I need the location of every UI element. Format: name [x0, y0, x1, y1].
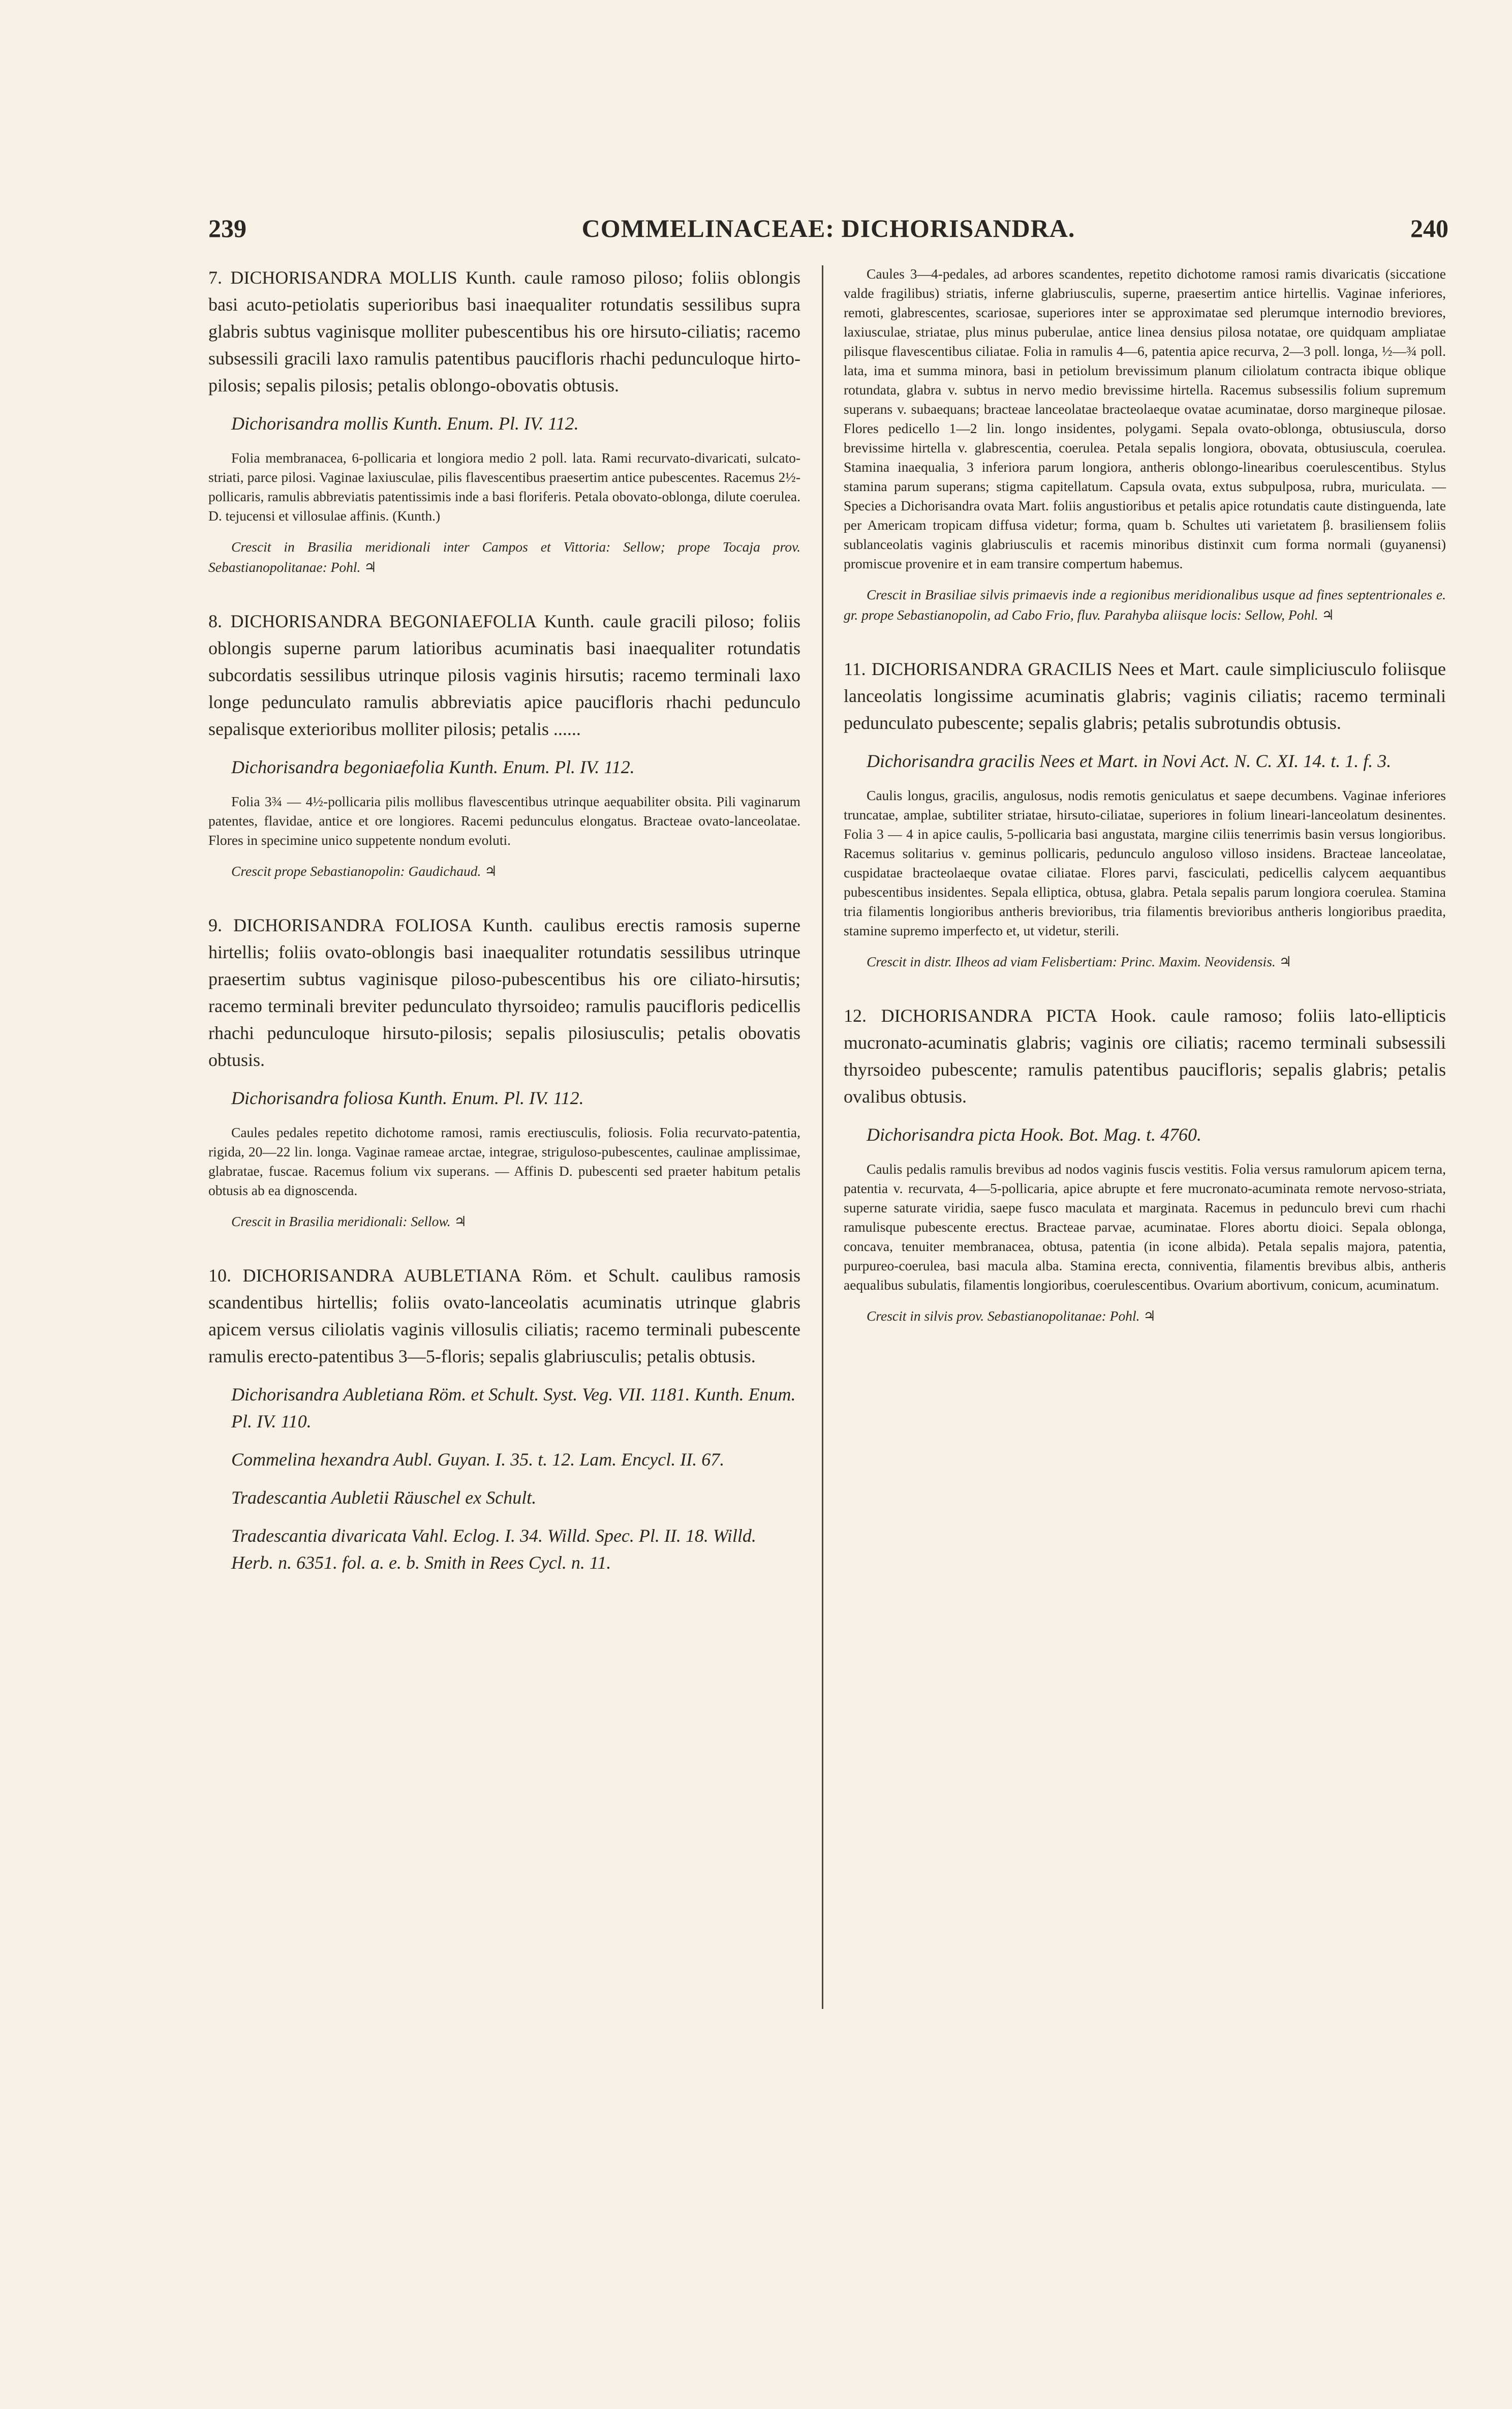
- species-9-locality: Crescit in Brasilia meridionali: Sellow. ♃: [231, 1213, 467, 1229]
- species-10-citation-3: Tradescantia Aubletii Räuschel ex Schult.: [231, 1487, 537, 1508]
- species-11-citation: Dichorisandra gracilis Nees et Mart. in Novi Act. N. C. XI. 14. t. 1. f. 3.: [867, 751, 1392, 771]
- species-8-description: Folia 3¾ — 4½-pollicaria pilis mollibus flavescentibus utrinque aequabiliter obsita. Pili vaginarum patentes, flavidae, antice et ore longiores. Racemi pedunculus elongatus. Bracteae ovato-lanceolatae. Flores in specimine unico suppetente nondum evoluti.: [208, 794, 800, 848]
- species-9-description: Caules pedales repetito dichotome ramosi, ramis erectiusculis, foliosis. Folia recurvato-patentia, rigida, 20—22 lin. longa. Vaginae rameae arctae, integrae, striguloso-pubescentes, caulinae amplissimae, glabratae, fuscae. Racemus folium vix superans. — Affinis D. pubescenti sed praeter habitum petalis obtusis ab ea dignoscenda.: [208, 1124, 800, 1198]
- species-9-diagnosis: 9. DICHORISANDRA FOLIOSA Kunth. caulibus erectis ramosis superne hirtellis; foliis ovato-oblongis basi inaequaliter rotundatis sessilibus utrinque praesertim subtus vaginisque piloso-pubescentibus his ore ciliato-hirsutis; racemo terminali breviter pedunculato thyrsoideo; ramulis paucifloris pedicellis rhachi pedunculoque hirsuto-pilosis; sepalis pilosiusculis; petalis obovatis obtusis.: [208, 915, 800, 1070]
- running-title: COMMELINACEAE: DICHORISANDRA.: [581, 214, 1075, 242]
- page-number-right: 240: [1410, 214, 1448, 242]
- column-divider: [822, 265, 823, 2009]
- species-10-locality: Crescit in Brasiliae silvis primaevis inde a regionibus meridionalibus usque ad fines septentrionales e. gr. prope Sebastianopolin, ad Cabo Frio, fluv. Parahyba aliisque locis: Sellow, Pohl. ♃: [844, 587, 1446, 623]
- species-12-citation: Dichorisandra picta Hook. Bot. Mag. t. 4760.: [867, 1124, 1201, 1145]
- species-7-diagnosis: 7. DICHORISANDRA MOLLIS Kunth. caule ramoso piloso; foliis oblongis basi acuto-petiolatis superioribus basi inaequaliter rotundatis sessilibus supra glabris subtus vaginisque molliter pubescentibus his ore hirsuto-ciliatis; racemo subsessili gracili laxo ramulis patentibus paucifloris rhachi pedunculoque hirto-pilosis; sepalis pilosis; petalis oblongo-obovatis obtusis.: [208, 267, 800, 395]
- species-8-locality: Crescit prope Sebastianopolin: Gaudichaud. ♃: [231, 863, 497, 879]
- species-11-diagnosis: 11. DICHORISANDRA GRACILIS Nees et Mart. caule simpliciusculo foliisque lanceolatis longissime acuminatis glabris; vaginis ciliatis; racemo terminali pedunculato pubescente; sepalis glabris; petalis subrotundis obtusis.: [844, 659, 1446, 733]
- species-7-citation: Dichorisandra mollis Kunth. Enum. Pl. IV. 112.: [231, 413, 579, 434]
- species-10-diagnosis: 10. DICHORISANDRA AUBLETIANA Röm. et Schult. caulibus ramosis scandentibus hirtellis; foliis ovato-lanceolatis acuminatis utrinque glabris apicem versus ciliolatis vaginis villosulis ciliatis; racemo terminali pubescente ramulis erecto-patentibus 3—5-floris; sepalis glabriusculis; petalis obtusis.: [208, 1265, 800, 1366]
- species-9-citation: Dichorisandra foliosa Kunth. Enum. Pl. IV. 112.: [231, 1088, 584, 1108]
- page-header: [208, 214, 1448, 249]
- species-8-citation: Dichorisandra begoniaefolia Kunth. Enum. Pl. IV. 112.: [231, 757, 635, 777]
- species-12-description: Caulis pedalis ramulis brevibus ad nodos vaginis fuscis vestitis. Folia versus ramulorum apicem terna, patentia v. recurvata, 4—5-pollicaria, apice abrupte et fere mucronato-acuminata remote nervoso-striata, superne saturate viridia, saepe fusco maculata et marginata. Racemus in pedunculo brevi cum rhachi ramulisque pubescente erectus. Bracteae parvae, acuminatae. Flores abortu dioici. Sepala oblonga, concava, tenuiter membranacea, obtusa, patentia (in icone albida). Petala sepalis majora, patentia, purpureo-coerulea, basi macula alba. Stamina erecta, conniventia, filamentis brevibus albis, antheris aequalibus subulatis, filamentis longioribus, coerulescentibus. Ovarium abortivum, conicum, acuminatum.: [844, 1161, 1446, 1293]
- left-column: [208, 264, 800, 1588]
- species-11-description: Caulis longus, gracilis, angulosus, nodis remotis geniculatus et saepe decumbens. Vaginae inferiores truncatae, amplae, subtiliter striatae, hirsuto-ciliatae, superiores in folium lineari-lanceolatum desinentes. Folia 3 — 4 in apice caulis, 5-pollicaria basi angustata, margine ciliis tenerrimis basin versus longioribus. Racemus solitarius v. geminus pollicaris, pedunculo anguloso villoso insidens. Bracteae lanceolatae, cuspidatae bracteolaeque ovatae ciliatae. Flores parvi, fasciculati, pedicellis calycem aequantibus pubescentibus insidentes. Sepala elliptica, obtusa, glabra. Petala sepalis parum longiora coerulea. Stamina tria filamentis longioribus antheris brevioribus, tria filamentis brevioribus antheris longioribus praedita, stamine supremo imperfecto et, ut videtur, sterili.: [844, 787, 1446, 938]
- species-10-citation-4: Tradescantia divaricata Vahl. Eclog. I. 34. Willd. Spec. Pl. II. 18. Willd. Herb. n. 6351. fol. a. e. b. Smith in Rees Cycl. n. 11.: [231, 1526, 756, 1573]
- species-12-diagnosis: 12. DICHORISANDRA PICTA Hook. caule ramoso; foliis lato-ellipticis mucronato-acuminatis glabris; vaginis ore ciliatis; racemo terminali subsessili thyrsoideo pubescente; ramulis patentibus paucifloris; sepalis glabris; petalis ovalibus obtusis.: [844, 1005, 1446, 1107]
- species-10-description: Caules 3—4-pedales, ad arbores scandentes, repetito dichotome ramosi ramis divaricatis (siccatione valde fragilibus) striatis, inferne glabriusculis, superne, praesertim antice hirtellis. Vaginae inferiores, remoti, glabrescentes, scariosae, superiores inter se approximatae sed plerumque internodio breviores, laxiusculae, striatae, plus minus puberulae, antice linea densius pilosa notatae, ore quidquam ampliatae pilisque flavescentibus ciliatae. Folia in ramulis 4—6, patentia apice recurva, 2—3 poll. longa, ½—¾ poll. lata, ima et summa minora, basi in petiolum brevissimum planum ciliolatum contracta ibique oblique rotundata, glabra v. subtus in nervo medio brevissime hirtella. Racemus subsessilis folium supremum superans v. subaequans; bracteae lanceolatae bracteolaeque ovatae acuminatae, dorso margineque pilosae. Flores pedicello 1—2 lin. longo insidentes, polygami. Sepala ovato-oblonga, obtusiuscula, dorso brevissime hirtella v. glabrescentia, coerulea. Petala sepalis longiora, obovata, obtusiuscula, coerulea. Stamina inaequalia, 3 inferiora parum longiora, antheris oblongo-linearibus coerulescentibus. Stylus stamina parum superans; stigma capitellatum. Capsula ovata, extus subpulposa, rubra, muriculata. — Species a Dichorisandra ovata Mart. foliis angustioribus et petalis apice rotundatis caute distinguenda, late per Americam tropicam diffusa videtur; forma, quam b. Schultes uti varietatem β. brasiliensem foliis sublanceolatis vaginis glabriusculis et racemis minoribus distinxit cum forma normali (guyanensi) promiscue provenire et in eam transire compertum habemus.: [844, 266, 1446, 571]
- species-10-citation-1: Dichorisandra Aubletiana Röm. et Schult. Syst. Veg. VII. 1181. Kunth. Enum. Pl. IV. 110.: [231, 1384, 796, 1431]
- species-7-locality: Crescit in Brasilia meridionali inter Campos et Vittoria: Sellow; prope Tocaja prov. Sebastianopolitanae: Pohl. ♃: [208, 539, 800, 575]
- species-7-description: Folia membranacea, 6-pollicaria et longiora medio 2 poll. lata. Rami recurvato-divaricati, sulcato-striati, parce pilosi. Vaginae laxiusculae, pilis flavescentibus praesertim antice pubescentes. Racemus 2½-pollicaris, ramulis abbreviatis patentissimis inde a basi floriferis. Petala obovato-oblonga, dilute coerulea. D. tejucensi et villosulae affinis. (Kunth.): [208, 450, 800, 524]
- page-number-left: 239: [208, 214, 246, 242]
- species-11-locality: Crescit in distr. Ilheos ad viam Felisbertiam: Princ. Maxim. Neovidensis. ♃: [867, 954, 1292, 969]
- species-10-citation-2: Commelina hexandra Aubl. Guyan. I. 35. t. 12. Lam. Encycl. II. 67.: [231, 1449, 725, 1470]
- species-12-locality: Crescit in silvis prov. Sebastianopolitanae: Pohl. ♃: [867, 1308, 1156, 1324]
- right-column: [844, 264, 1446, 1357]
- species-8-diagnosis: 8. DICHORISANDRA BEGONIAEFOLIA Kunth. caule gracili piloso; foliis oblongis superne parum latioribus acuminatis basi inaequaliter rotundatis subcordatis sessilibus utrinque pilosis vaginis hirsutis; racemo terminali laxo longe pedunculato ramulis abbreviatis apice paucifloris rhachi pedunculo sepalisque exterioribus molliter pilosis; petalis ......: [208, 611, 800, 739]
